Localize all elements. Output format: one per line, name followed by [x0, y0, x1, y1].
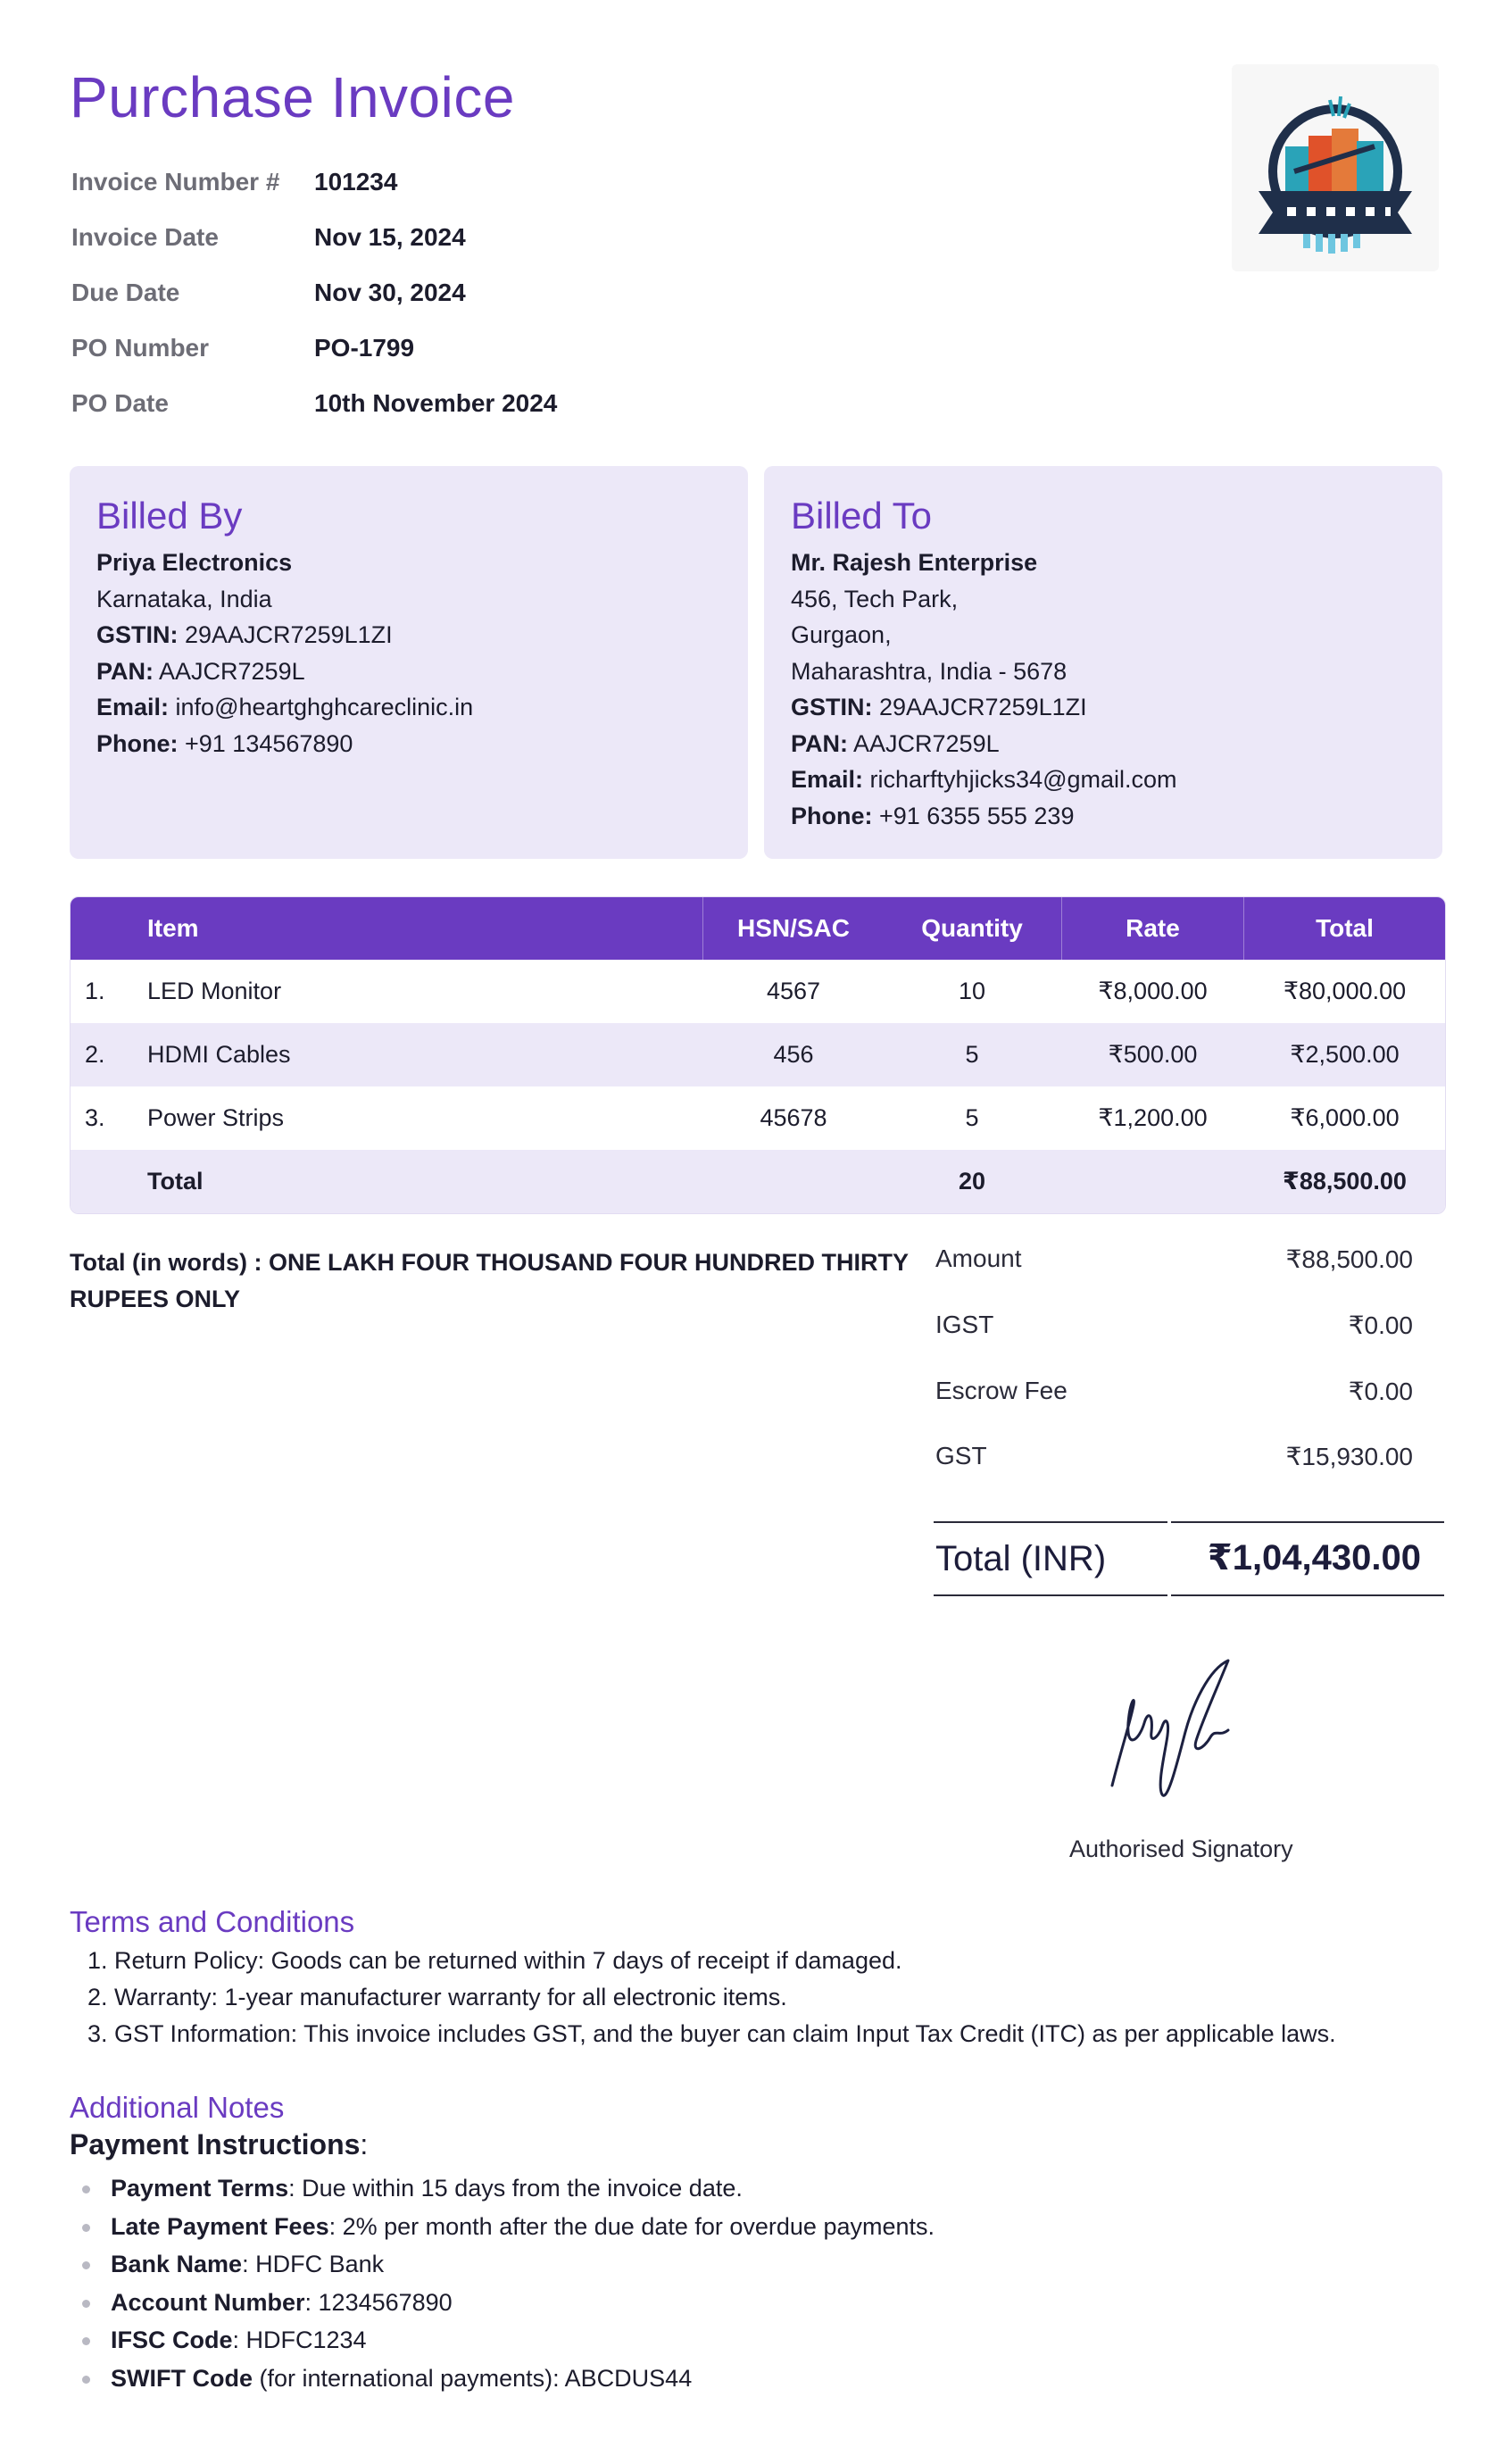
meta-value: Nov 30, 2024	[314, 279, 466, 306]
meta-label: PO Date	[71, 389, 169, 417]
payment-instructions-list	[79, 2169, 935, 2397]
billed-by-phone: Phone: +91 134567890	[96, 729, 353, 757]
billed-to-pan: PAN: AAJCR7259L	[791, 729, 1000, 757]
billed-to-address-line: 456, Tech Park,	[791, 585, 959, 612]
list-item: Payment Terms: Due within 15 days from the invoice date.	[79, 2169, 935, 2208]
table-total-row: Total 20 ₹88,500.00	[71, 1150, 1445, 1213]
items-table	[70, 896, 1446, 1214]
grand-total-label: Total (INR)	[935, 1539, 1107, 1578]
list-item: SWIFT Code (for international payments): ABCDUS44	[79, 2360, 935, 2398]
billed-by-heading: Billed By	[96, 495, 243, 537]
grand-total-value: ₹1,04,430.00	[1207, 1538, 1421, 1577]
billed-to-card	[764, 466, 1442, 859]
billed-to-address-line: Gurgaon,	[791, 621, 892, 648]
billed-by-pan: PAN: AAJCR7259L	[96, 657, 305, 685]
header-item: Item	[147, 914, 199, 942]
meta-value: Nov 15, 2024	[314, 223, 466, 251]
list-item: 3. GST Information: This invoice includes GST, and the buyer can claim Input Tax Credit (ITC) as per applicable laws.	[87, 2020, 1336, 2047]
terms-heading: Terms and Conditions	[70, 1905, 355, 1938]
terms-list	[87, 1943, 1336, 2052]
meta-label: Due Date	[71, 279, 180, 306]
billed-by-address: Karnataka, India	[96, 585, 272, 612]
table-row: 1. LED Monitor 4567 10 ₹8,000.00 ₹80,000.00	[85, 978, 1407, 1004]
billed-by-gstin: GSTIN: 29AAJCR7259L1ZI	[96, 621, 393, 648]
company-logo-icon	[1232, 64, 1439, 271]
amount-in-words: Total (in words) : ONE LAKH FOUR THOUSAND FOUR HUNDRED THIRTY RUPEES ONLY	[70, 1249, 909, 1312]
billed-to-email: Email: richarftyhjicks34@gmail.com	[791, 766, 1177, 793]
billed-by-card	[70, 466, 748, 859]
table-header	[71, 897, 1445, 960]
billed-to-gstin: GSTIN: 29AAJCR7259L1ZI	[791, 694, 1087, 720]
billed-to-heading: Billed To	[791, 495, 932, 537]
meta-label: Invoice Date	[71, 223, 219, 251]
list-item: Bank Name: HDFC Bank	[79, 2245, 935, 2284]
billed-to-phone: Phone: +91 6355 555 239	[791, 802, 1075, 829]
table-row: 2. HDMI Cables 456 5 ₹500.00 ₹2,500.00	[71, 1023, 1445, 1086]
notes-heading: Additional Notes	[70, 2091, 285, 2124]
header-rate: Rate	[1126, 914, 1180, 942]
meta-value: 101234	[314, 168, 398, 196]
header-hsn: HSN/SAC	[736, 914, 850, 942]
list-item: Late Payment Fees: 2% per month after the due date for overdue payments.	[79, 2208, 935, 2246]
signature-image	[1103, 1652, 1264, 1812]
header-total: Total	[1316, 914, 1374, 942]
meta-label: PO Number	[71, 334, 210, 362]
list-item: 2. Warranty: 1-year manufacturer warranty for all electronic items.	[87, 1984, 787, 2010]
billed-by-name: Priya Electronics	[96, 549, 293, 576]
page-title: Purchase Invoice	[70, 65, 515, 129]
signatory-label: Authorised Signatory	[1069, 1836, 1293, 1862]
list-item: IFSC Code: HDFC1234	[79, 2321, 935, 2360]
meta-value: 10th November 2024	[314, 389, 558, 417]
billed-to-name: Mr. Rajesh Enterprise	[791, 549, 1038, 576]
grand-total	[934, 1521, 1444, 1596]
list-item: Account Number: 1234567890	[79, 2284, 935, 2322]
table-row: 3. Power Strips 45678 5 ₹1,200.00 ₹6,000.00	[85, 1104, 1400, 1131]
meta-value: PO-1799	[314, 334, 415, 362]
billed-by-email: Email: info@heartghghcareclinic.in	[96, 694, 474, 720]
header-quantity: Quantity	[921, 914, 1023, 942]
list-item: 1. Return Policy: Goods can be returned within 7 days of receipt if damaged.	[87, 1947, 902, 1974]
billed-to-address-line: Maharashtra, India - 5678	[791, 657, 1068, 685]
payment-instructions-heading: Payment Instructions:	[70, 2128, 369, 2160]
meta-label: Invoice Number #	[71, 168, 280, 196]
